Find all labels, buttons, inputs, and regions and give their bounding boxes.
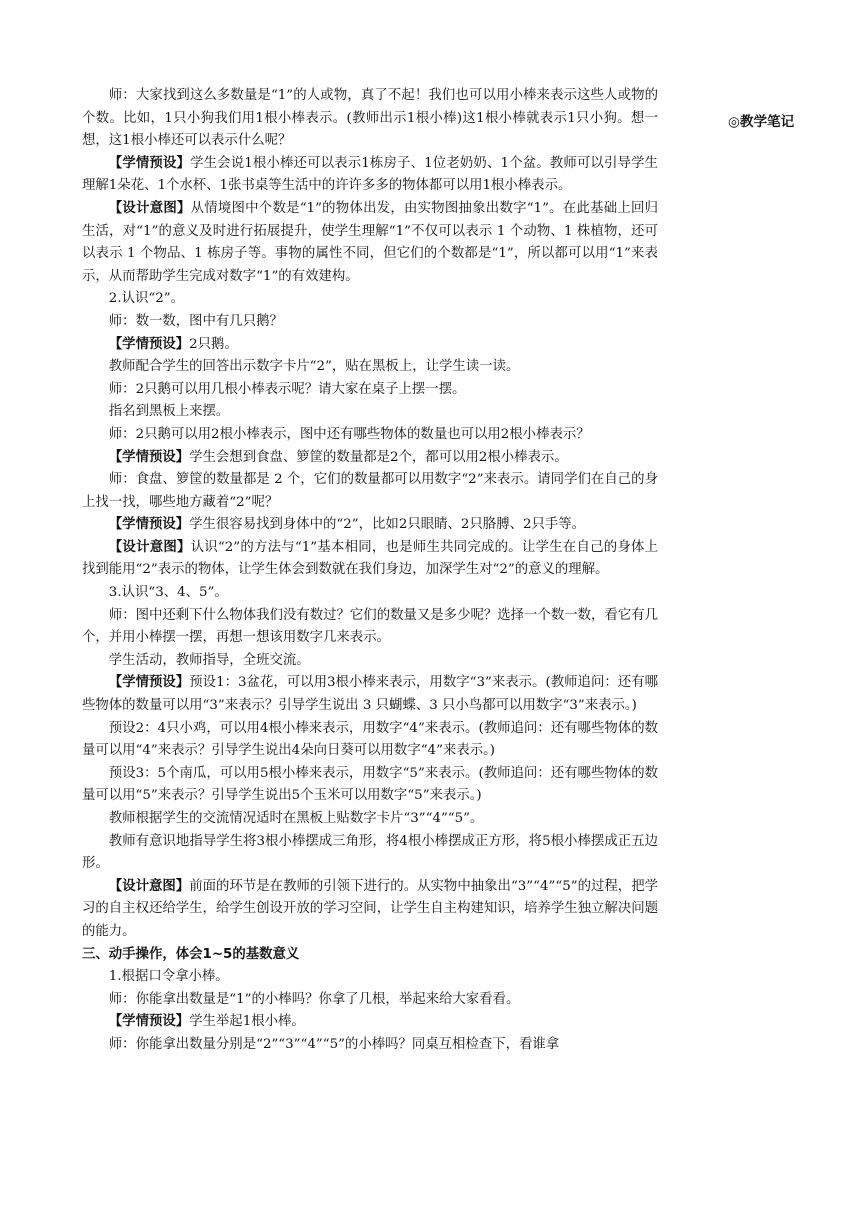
paragraph-tag: 【学情预设】 [108,1014,190,1030]
paragraph: 教师根据学生的交流情况适时在黑板上贴数字卡片“3”“4”“5”。 [108,811,484,826]
section-heading: 三、动手操作，体会1~5的基数意义 [82,946,300,962]
paragraph: 【学情预设】预设1：3盆花，可以用3根小棒来表示，用数字“3”来表示。(教师追问：还有哪些物体的数量可以用“3”来表示？引导学生说出 3 只蝴蝶、3 只小鸟都可以用数字“3”来表示。) [82,675,658,714]
paragraph: 师：2只鹅可以用几根小棒表示呢？请大家在桌子上摆一摆。 [108,381,466,397]
paragraph: 1.根据口令拿小棒。 [108,969,229,985]
teaching-notes-label: ◎教学笔记 [728,114,795,130]
paragraph: 师：图中还剩下什么物体我们没有数过？它们的数量又是多少呢？选择一个数一数，看它有几个，并用小棒摆一摆，再想一想该用数字几来表示。 [82,607,658,646]
paragraph: 【设计意图】认识“2”的方法与“1”基本相同，也是师生共同完成的。让学生在自己的身体上找到能用“2”表示的物体，让学生体会到数就在我们身边，加深学生对“2”的意义的理解。 [82,539,659,578]
paragraph: 指名到黑板上来摆。 [108,404,230,420]
paragraph: 【学情预设】学生举起1根小棒。 [108,1014,305,1030]
paragraph: 师：大家找到这么多数量是“1”的人或物，真了不起！我们也可以用小棒来表示这些人或物的个数。比如，1只小狗我们用1根小棒表示。(教师出示1根小棒)这1根小棒就表示1只小狗。想一想，这1根小棒还可以表示什么呢？ [82,88,658,149]
paragraph: 预设3：5个南瓜，可以用5根小棒来表示，用数字“5”来表示。(教师追问：还有哪些物体的数量可以用“5”来表示？引导学生说出5个玉米可以用数字“5”来表示。) [82,765,658,804]
paragraph: 【学情预设】2只鹅。 [108,336,238,352]
paragraph: 3.认识“3、4、5”。 [108,585,228,601]
paragraph: 【设计意图】前面的环节是在教师的引领下进行的。从实物中抽象出“3”“4”“5”的过程，把学习的自主权还给学生，给学生创设开放的学习空间，让学生自主构建知识，培养学生独立解决问题的能力。 [82,878,659,939]
paragraph: 师：数一数，图中有几只鹅？ [108,313,283,329]
paragraph: 学生活动，教师指导，全班交流。 [108,652,310,668]
paragraph: 【学情预设】学生会说1根小棒还可以表示1栋房子、1位老奶奶、1个盆。教师可以引导学生理解1朵花、1个水杯、1张书桌等生活中的许许多多的物体都可以用1根小棒表示。 [82,155,659,194]
paragraph-tag: 【学情预设】 [108,517,190,533]
paragraph-tag: 【设计意图】 [108,539,191,555]
document-body [82,85,658,1057]
paragraph: 师：食盘、箩筐的数量都是 2 个，它们的数量都可以用数字“2”来表示。请同学们在自己的身上找一找，哪些地方藏着“2”呢？ [82,472,658,510]
paragraph: 【学情预设】学生会想到食盘、箩筐的数量都是2个，都可以用2根小棒表示。 [108,449,568,465]
paragraph-tag: 【学情预设】 [108,336,190,352]
paragraph: 教师配合学生的回答出示数字卡片“2”，贴在黑板上，让学生读一读。 [108,359,520,375]
paragraph: 教师有意识地指导学生将3根小棒摆成三角形，将4根小棒摆成正方形，将5根小棒摆成正五边形。 [82,833,658,872]
paragraph: 【设计意图】从情境图中个数是“1”的物体出发，由实物图抽象出数字“1”。在此基础上回归生活，对“1”的意义及时进行拓展提升，使学生理解“1”不仅可以表示 1 个动物、1 株植物，还可以表示 1 个物品、1 栋房子等。事物的属性不同，但它们的个数都是“1”，所以都可以用“1”来表示，从而帮助学生完成对数字“1”的有效建构。 [82,200,659,284]
paragraph: 2.认识“2”。 [108,291,184,307]
paragraph: 师：你能拿出数量是“1”的小棒吗？你拿了几根，举起来给大家看看。 [108,991,520,1007]
paragraph: 师：2只鹅可以用2根小棒表示，图中还有哪些物体的数量也可以用2根小棒表示？ [108,426,590,442]
paragraph-tag: 【设计意图】 [108,878,190,894]
paragraph-tag: 【设计意图】 [108,200,191,216]
paragraph: 【学情预设】学生很容易找到身体中的“2”，比如2只眼睛、2只胳膊、2只手等。 [108,517,586,533]
paragraph-tag: 【学情预设】 [108,449,190,465]
paragraph-tag: 【学情预设】 [108,155,191,171]
paragraph: 预设2：4只小鸡，可以用4根小棒来表示，用数字“4”来表示。(教师追问：还有哪些物体的数量可以用“4”来表示？引导学生说出4朵向日葵可以用数字“4”来表示。) [82,720,658,759]
paragraph-tag: 【学情预设】 [108,675,190,691]
paragraph: 师：你能拿出数量分别是“2”“3”“4”“5”的小棒吗？同桌互相检查下，看谁拿 [108,1036,560,1052]
